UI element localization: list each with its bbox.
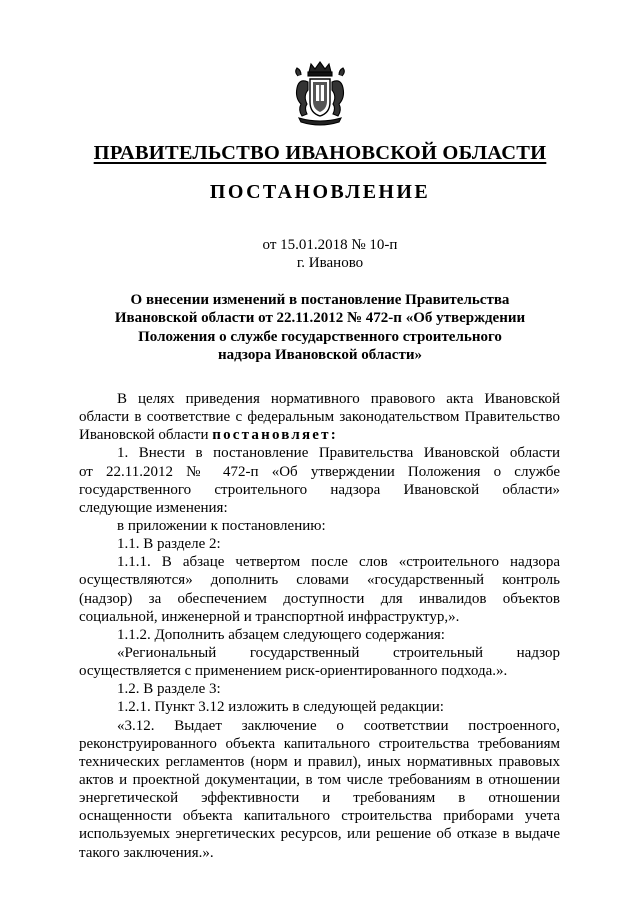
- subject-line: Положения о службе государственного строительного: [138, 328, 502, 345]
- body-line: социальной, инженерной и транспортной инфраструктур,».: [79, 608, 460, 625]
- ivanovo-coat-of-arms-icon: [289, 58, 351, 128]
- body-line: энергетической эффективности и требованиям в отношении: [79, 790, 560, 807]
- body-line: [79, 426, 560, 444]
- document-subject: [110, 291, 530, 364]
- body-line: 1. Внести в постановление Правительства Ивановской области: [117, 445, 560, 462]
- body-line: актов и проектной документации, в том числе требованиям в отношении: [79, 771, 560, 788]
- subject-line: Ивановской области от 22.11.2012 № 472-п «Об утверждении: [114, 310, 526, 327]
- document-date-number: от 15.01.2018 № 10-п: [262, 237, 398, 253]
- body-line: 1.1.2. Дополнить абзацем следующего содержания:: [117, 626, 445, 643]
- body-line: государственного строительного надзора Ивановской области»: [79, 481, 560, 498]
- body-text: Ивановской области: [79, 427, 213, 444]
- body-line: следующие изменения:: [79, 499, 228, 516]
- body-line: осуществляются» дополнить словами «государственный контроль: [79, 572, 560, 589]
- body-line: оснащенности объекта капитального строительства приборами учета: [79, 808, 560, 825]
- body-line: такого заключения.».: [79, 844, 214, 861]
- body-line: от 22.11.2012 № 472-п «Об утверждении Положения о службе: [79, 463, 560, 480]
- resolution-keyword: постановляет:: [212, 427, 338, 444]
- subject-line: О внесении изменений в постановление Правительства: [130, 292, 510, 308]
- document-body: [79, 390, 560, 862]
- body-line: в приложении к постановлению:: [117, 517, 326, 534]
- body-line: 1.1. В разделе 2:: [117, 536, 221, 553]
- body-line: технических регламентов (норм и правил), иных нормативных правовых: [79, 753, 560, 770]
- body-line: реконструированного объекта капитального строительства требованиям: [79, 735, 560, 752]
- body-line: 1.2.1. Пункт 3.12 изложить в следующей редакции:: [117, 699, 444, 716]
- body-line: В целях приведения нормативного правового акта Ивановской: [117, 391, 560, 407]
- organization-title: ПРАВИТЕЛЬСТВО ИВАНОВСКОЙ ОБЛАСТИ: [93, 142, 547, 164]
- body-line: «Региональный государственный строительный надзор: [117, 644, 560, 661]
- subject-line: надзора Ивановской области»: [218, 346, 422, 363]
- body-line: области в соответствие с федеральным законодательством Правительство: [79, 409, 560, 426]
- body-line: 1.1.1. В абзаце четвертом после слов «строительного надзора: [117, 554, 560, 571]
- body-line: 1.2. В разделе 3:: [117, 681, 221, 698]
- body-line: «3.12. Выдает заключение о соответствии построенного,: [117, 717, 560, 734]
- body-line: используемых энергетических ресурсов, или решение об отказе в выдаче: [79, 826, 560, 843]
- document-city: г. Иваново: [296, 255, 364, 271]
- body-line: (надзор) за обеспечением доступности для инвалидов объектов: [79, 590, 560, 607]
- document-type-title: ПОСТАНОВЛЕНИЕ: [209, 181, 431, 203]
- body-line: осуществляется с применением риск-ориентированного подхода.».: [79, 663, 508, 680]
